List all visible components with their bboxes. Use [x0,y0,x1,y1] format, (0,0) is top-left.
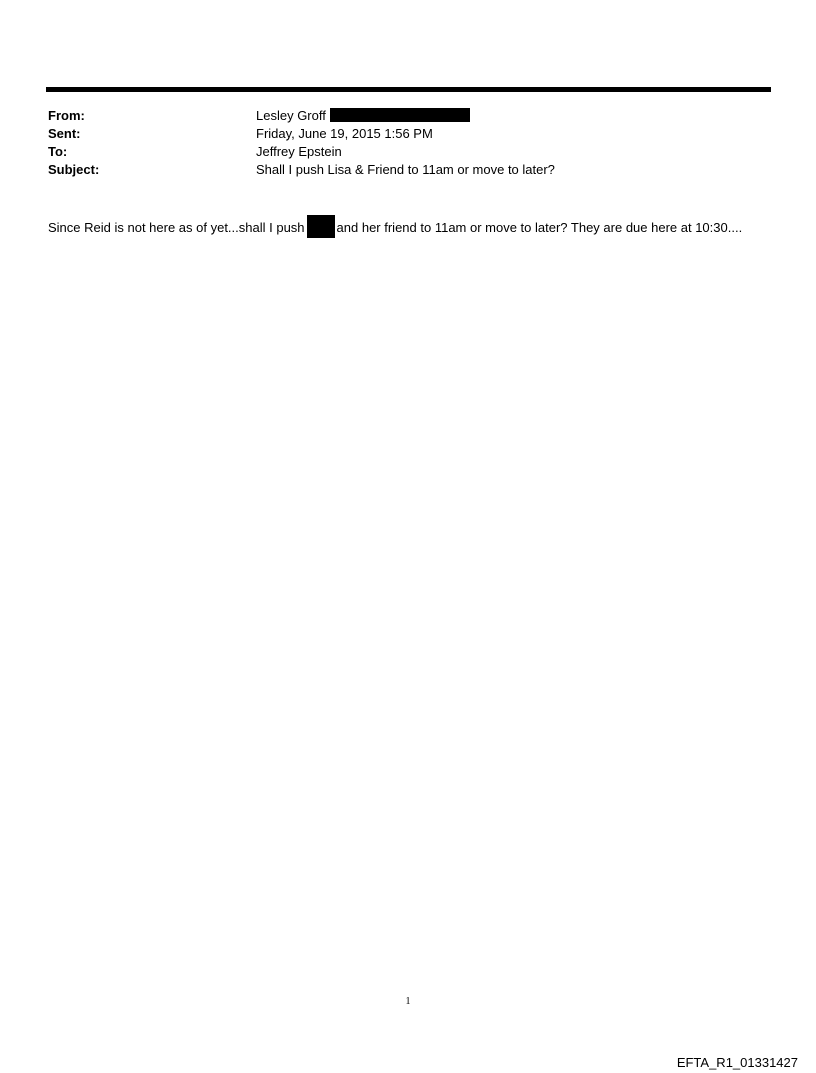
sent-label: Sent: [48,126,81,141]
to-label: To: [48,144,68,159]
redaction-block [307,215,335,238]
body-text-start: Since Reid is not here as of yet...shall I push [48,220,305,235]
from-row [48,107,768,125]
document-id: EFTA_R1_01331427 [676,1055,798,1070]
sender-name: Lesley Groff [256,108,326,123]
email-header [48,107,768,179]
subject-label: Subject: [48,162,100,177]
header-divider [46,87,771,92]
subject-row [48,161,768,179]
page-number: 1 [405,996,411,1007]
redaction-block [330,108,470,122]
email-body [48,215,742,238]
body-text-end: and her friend to 11am or move to later? They are due here at 10:30.... [336,220,743,235]
to-row [48,143,768,161]
to-value: Jeffrey Epstein [256,144,342,159]
from-value [256,107,470,125]
sent-value: Friday, June 19, 2015 1:56 PM [256,126,433,141]
from-label: From: [48,108,85,123]
sent-row [48,125,768,143]
subject-value: Shall I push Lisa & Friend to 11am or move to later? [256,162,555,177]
